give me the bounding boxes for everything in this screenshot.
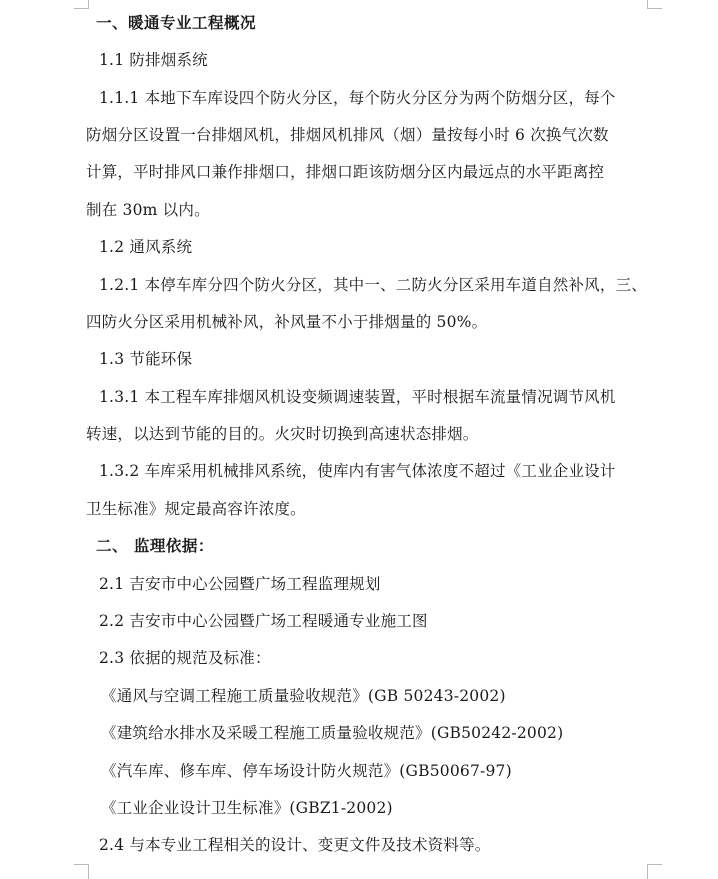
paragraph-line: 计算，平时排风口兼作排烟口，排烟口距该防烟分区内最远点的水平距离控: [86, 163, 605, 181]
paragraph-line: 1.3.1 本工程车库排烟风机设变频调速装置，平时根据车流量情况调节风机: [99, 388, 616, 406]
list-item: 2.2 吉安市中心公园暨广场工程暖通专业施工图: [99, 612, 428, 630]
section-heading: 一、暖通专业工程概况: [96, 14, 257, 32]
subsection-title: 1.1 防排烟系统: [99, 51, 208, 69]
standard-item: 《建筑给水排水及采暖工程施工质量验收规范》(GB50242-2002): [101, 724, 564, 742]
standard-item: 《汽车库、修车库、停车场设计防火规范》(GB50067-97): [101, 762, 512, 780]
paragraph-line: 1.2.1 本停车库分四个防火分区，其中一、二防火分区采用车道自然补风，三、: [99, 276, 647, 294]
paragraph-line: 卫生标准》规定最高容许浓度。: [86, 500, 306, 518]
paragraph-line: 1.3.2 车库采用机械排风系统，使库内有害气体浓度不超过《工业企业设计: [99, 462, 616, 480]
list-item: 2.1 吉安市中心公园暨广场工程监理规划: [99, 575, 381, 593]
page-corner-mark: [647, 864, 662, 879]
subsection-title: 1.2 通风系统: [99, 238, 193, 256]
section-heading: 二、 监理依据：: [96, 537, 214, 555]
paragraph-line: 防烟分区设置一台排烟风机，排烟风机排风（烟）量按每小时 6 次换气次数: [86, 126, 609, 144]
standard-item: 《工业企业设计卫生标准》(GBZ1-2002): [101, 799, 393, 817]
paragraph-line: 制在 30m 以内。: [86, 201, 210, 219]
subsection-title: 1.3 节能环保: [99, 350, 193, 368]
list-item: 2.4 与本专业工程相关的设计、变更文件及技术资料等。: [99, 836, 491, 854]
page-corner-mark: [647, 0, 662, 9]
list-item: 2.3 依据的规范及标准：: [99, 649, 271, 667]
standard-item: 《通风与空调工程施工质量验收规范》(GB 50243-2002): [101, 687, 506, 705]
page-corner-mark: [74, 0, 89, 9]
paragraph-line: 转速，以达到节能的目的。火灾时切换到高速状态排烟。: [86, 425, 479, 443]
page-corner-mark: [74, 864, 89, 879]
paragraph-line: 四防火分区采用机械补风，补风量不小于排烟量的 50%。: [86, 313, 488, 331]
paragraph-line: 1.1.1 本地下车库设四个防火分区，每个防火分区分为两个防烟分区，每个: [99, 89, 616, 107]
